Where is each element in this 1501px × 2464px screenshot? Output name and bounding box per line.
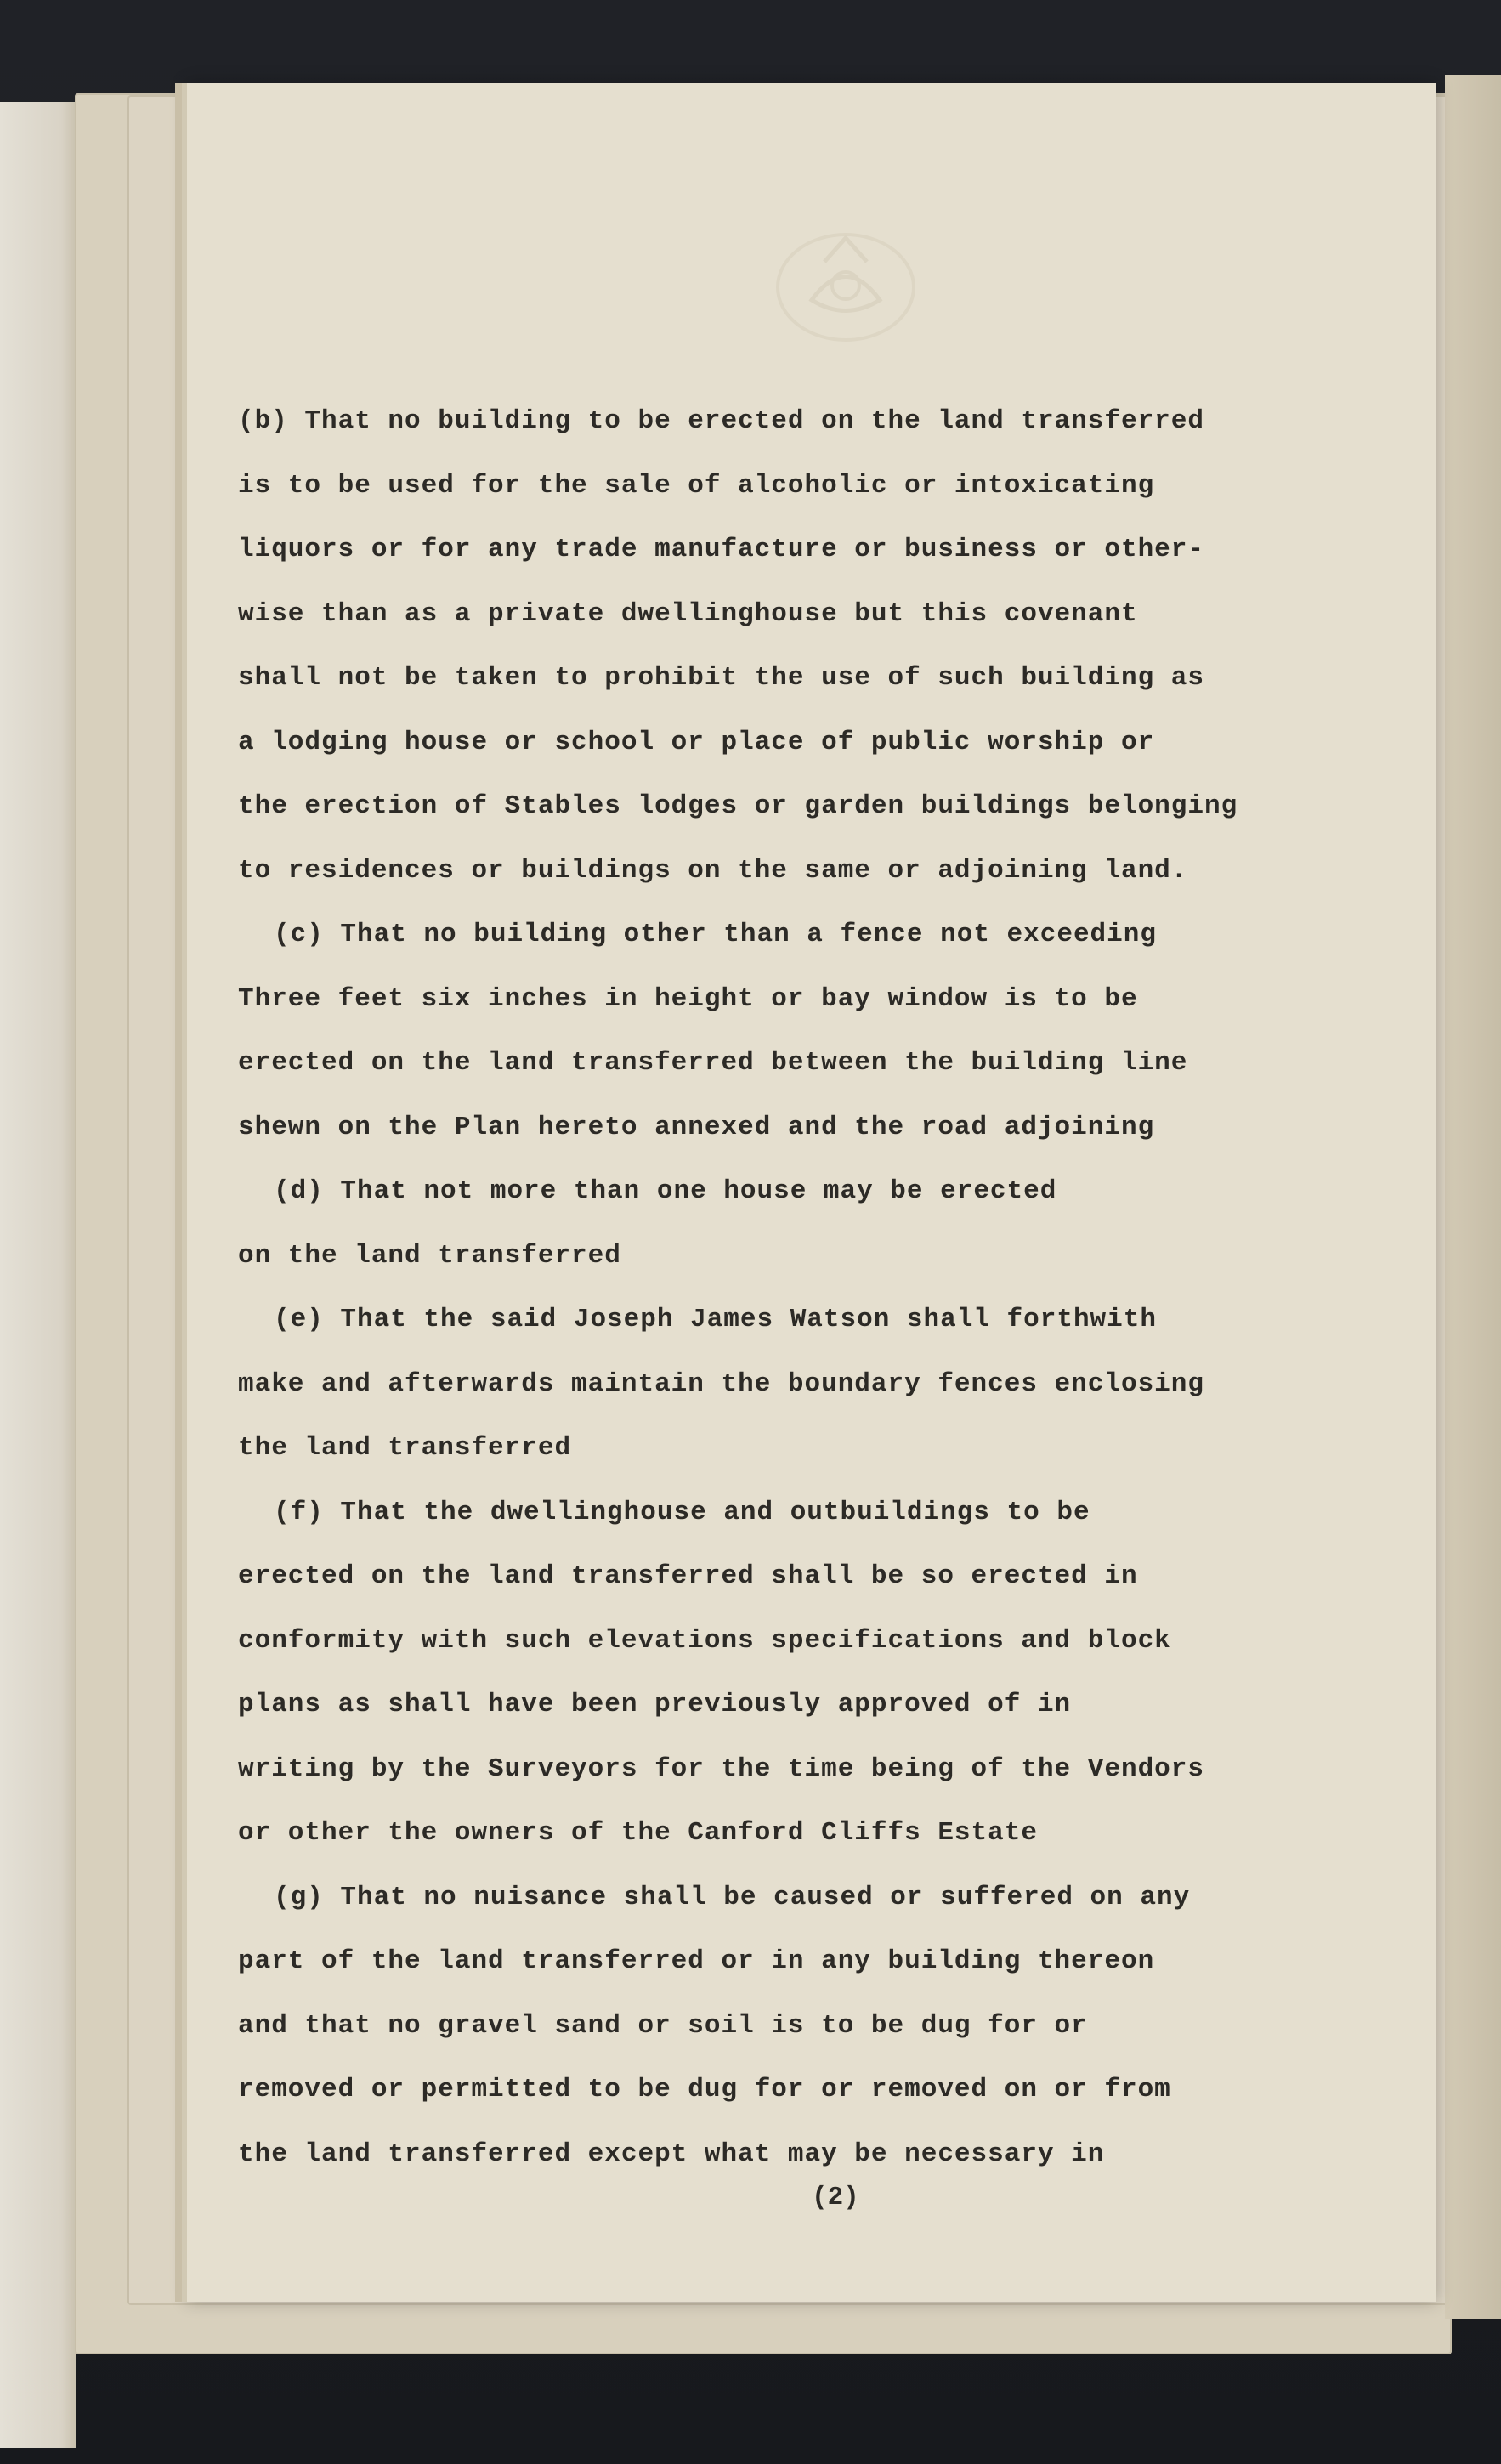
text-line: writing by the Surveyors for the time being of the Vendors xyxy=(238,1753,1204,1784)
paragraph-3-first-line: (e) That the said Joseph James Watson shall forthwith xyxy=(274,1305,1157,1334)
right-page-edge xyxy=(1445,75,1501,2319)
text-line: on the land transferred xyxy=(238,1240,621,1271)
text-line: a lodging house or school or place of public worship or xyxy=(238,727,1155,757)
text-line: part of the land transferred or in any building thereon xyxy=(238,1946,1155,1976)
paragraph-2-first-line: (d) That not more than one house may be erected xyxy=(274,1176,1057,1206)
text-line: Three feet six inches in height or bay window is to be xyxy=(238,983,1138,1014)
text-line: liquors or for any trade manufacture or business or other- xyxy=(238,535,1204,564)
text-line: plans as shall have been previously approved of in xyxy=(238,1690,1072,1719)
paragraph-1-first-line: (c) That no building other than a fence not exceeding xyxy=(274,920,1157,949)
text-line: shewn on the Plan hereto annexed and the road adjoining xyxy=(238,1112,1155,1142)
text-line: the land transferred xyxy=(238,1433,572,1463)
text-line: or other the owners of the Canford Cliffs Estate xyxy=(238,1818,1038,1848)
text-line: shall not be taken to prohibit the use of such building as xyxy=(238,663,1204,693)
paragraph-4-first-line: (f) That the dwellinghouse and outbuildings to be xyxy=(274,1497,1090,1527)
left-page-edge xyxy=(0,102,76,2448)
text-line: to residences or buildings on the same or adjoining land. xyxy=(238,855,1188,886)
embossed-seal-icon xyxy=(765,219,926,347)
text-line: is to be used for the sale of alcoholic or intoxicating xyxy=(238,470,1155,501)
text-line: erected on the land transferred between the building line xyxy=(238,1048,1188,1078)
document-body xyxy=(238,389,1445,2186)
text-line: and that no gravel sand or soil is to be dug for or xyxy=(238,2010,1088,2041)
text-line: removed or permitted to be dug for or removed on or from xyxy=(238,2075,1171,2104)
paragraph-5-first-line: (g) That no nuisance shall be caused or suffered on any xyxy=(274,1882,1191,1912)
text-line: conformity with such elevations specifications and block xyxy=(238,1625,1171,1656)
text-line: the erection of Stables lodges or garden buildings belonging xyxy=(238,791,1238,821)
text-line: wise than as a private dwellinghouse but this covenant xyxy=(238,598,1138,629)
page-number: (2) xyxy=(812,2183,859,2212)
paragraph-0-first-line: (b) That no building to be erected on the land transferred xyxy=(238,406,1204,436)
text-line: the land transferred except what may be necessary in xyxy=(238,2138,1105,2169)
text-line: erected on the land transferred shall be so erected in xyxy=(238,1561,1138,1591)
text-line: make and afterwards maintain the boundary fences enclosing xyxy=(238,1368,1204,1399)
